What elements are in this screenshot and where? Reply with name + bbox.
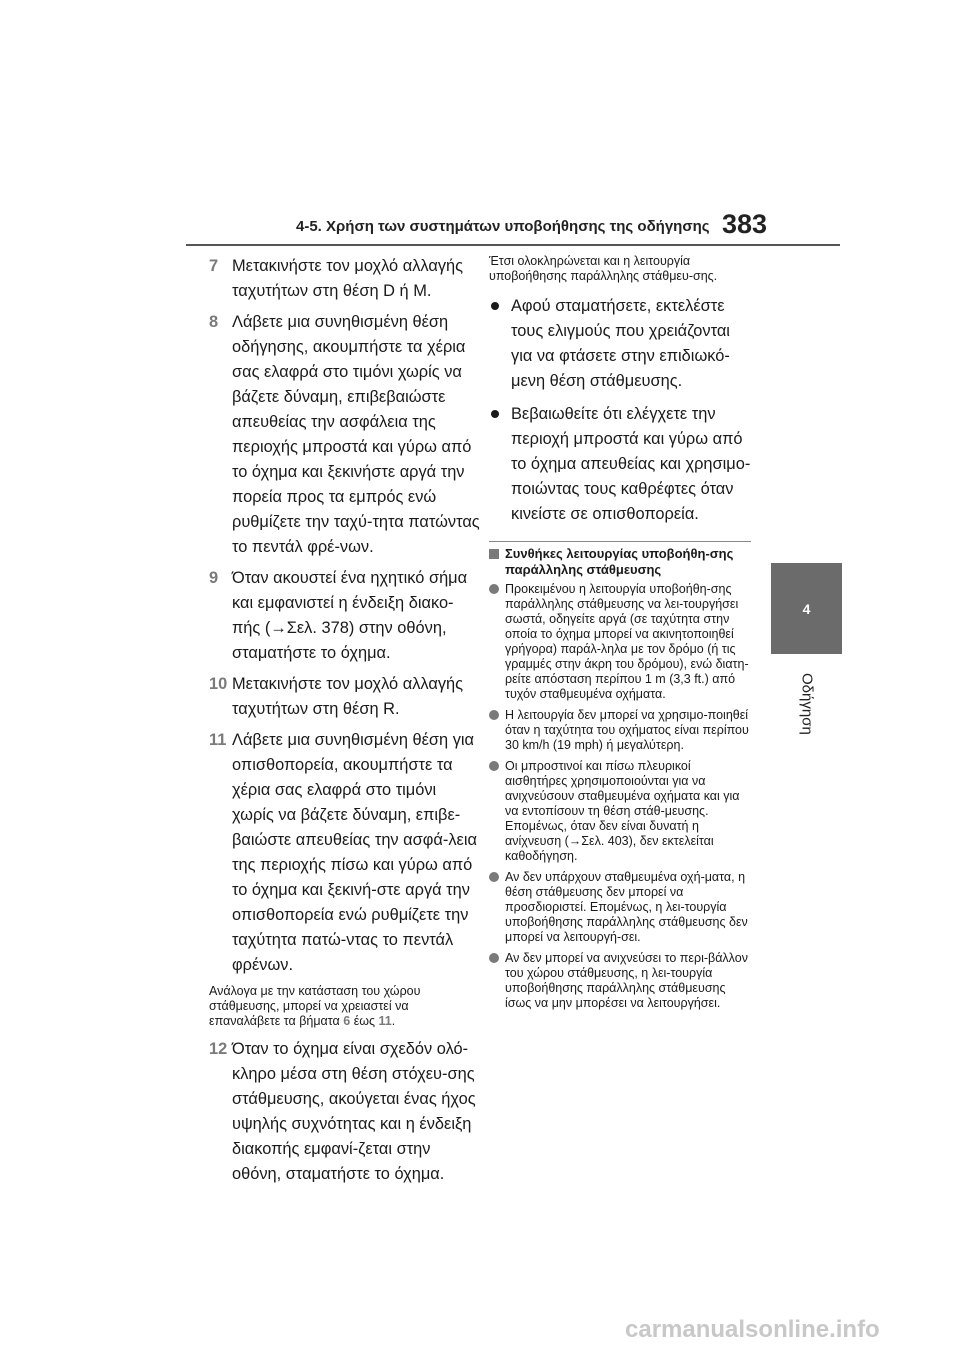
- note-item: [489, 708, 751, 753]
- step-text: Μετακινήστε τον μοχλό αλλαγής ταχυτήτων στη θέση D ή M.: [232, 257, 464, 300]
- note-dot-icon: [489, 710, 499, 720]
- section-title: [489, 546, 751, 578]
- bullet-item: [489, 402, 751, 527]
- repeat-note-from: 6: [343, 1014, 351, 1028]
- bullet-dot-icon: [491, 302, 499, 310]
- right-column: [489, 254, 751, 1017]
- note-dot-icon: [489, 584, 499, 594]
- repeat-note-between: έως: [353, 1014, 376, 1028]
- step-7: [209, 254, 481, 304]
- completion-note: Έτσι ολοκληρώνεται και η λειτουργία υποβοήθησης παράλληλης στάθμευ-σης.: [489, 254, 718, 283]
- step-text: Λάβετε μια συνηθισμένη θέση για οπισθοπορεία, ακουμπήστε τα χέρια σας ελαφρά στο τιμόνι χωρίς να βάζετε δύναμη, επιβε-βαιώστε απευθείας την ασφά-λεια της περιοχής πίσω και γύρω από το όχημα και ξεκινή-στε αργά την οπισθοπορεία ενώ ρυθμίζετε την ταχύτητα πατώ-ντας το πεντάλ φρένων.: [232, 731, 477, 974]
- bullet-text: Βεβαιωθείτε ότι ελέγχετε την περιοχή μπροστά και γύρω από το όχημα απευθείας και χρησιμο-ποιώντας τους καθρέφτες όταν κινείστε σε οπισθοπορεία.: [511, 405, 751, 523]
- repeat-note: [209, 984, 481, 1029]
- chapter-tab: [771, 563, 842, 654]
- chapter-number: 4: [802, 600, 811, 617]
- left-column: [209, 254, 481, 1193]
- header-title: 4-5. Χρήση των συστημάτων υποβοήθησης της οδήγησης: [296, 218, 710, 235]
- step-10: [209, 672, 481, 722]
- note-text: Αν δεν υπάρχουν σταθμευμένα οχή-ματα, η θέση στάθμευσης δεν μπορεί να προσδιοριστεί. Επομένως, η λει-τουργία υποβοήθησης παράλληλης στάθμευσης δεν μπορεί να λειτουργή-σει.: [505, 870, 748, 944]
- step-number: 12: [209, 1040, 228, 1058]
- section-title-text: Συνθήκες λειτουργίας υποβοήθη-σης παράλληλης στάθμευσης: [505, 546, 734, 577]
- note-dot-icon: [489, 953, 499, 963]
- note-text: Οι μπροστινοί και πίσω πλευρικοί αισθητήρες χρησιμοποιούνται για να ανιχνεύσουν σταθμευμένα οχήματα και για να εντοπίσουν τη θέση στάθ-μευσης. Επομένως, όταν δεν είναι δυνατή η ανίχνευση (→Σελ. 403), δεν εκτελείται καθοδήγηση.: [505, 759, 740, 863]
- bullet-item: [489, 294, 751, 394]
- note-item: [489, 582, 751, 702]
- chapter-label: Οδήγηση: [798, 672, 816, 735]
- repeat-note-to: 11: [378, 1014, 392, 1028]
- bullet-text: Αφού σταματήσετε, εκτελέστε τους ελιγμούς που χρειάζονται για να φτάσετε στην επιδιωκό-μενη θέση στάθμευσης.: [511, 297, 730, 390]
- step-9: [209, 566, 481, 666]
- step-text: Όταν ακουστεί ένα ηχητικό σήμα και εμφανιστεί η ένδειξη διακο-πής (→Σελ. 378) στην οθόνη, σταματήστε το όχημα.: [232, 569, 468, 662]
- note-text: Προκειμένου η λειτουργία υποβοήθη-σης παράλληλης στάθμευσης να λει-τουργήσει σωστά, οδηγείτε αργά (σε ταχύτητα στην οποία το όχημα μπορεί να ακινητοποιηθεί γρήγορα) παράλ-ληλα με τον δρόμο (ή τις γραμμές στην άκρη του δρόμου), ενώ διατη-ρείτε απόσταση περίπου 1 m (3,3 ft.) από τυχόν σταθμευμένα οχήματα.: [505, 582, 749, 701]
- step-8: [209, 310, 481, 560]
- note-text: Αν δεν μπορεί να ανιχνεύσει το περι-βάλλον του χώρου στάθμευσης, η λει-τουργία υποβοήθησης παράλληλης στάθμευσης ίσως να μην μπορέσει να λειτουργήσει.: [505, 951, 748, 1010]
- note-item: [489, 951, 751, 1011]
- step-number: 10: [209, 675, 228, 693]
- note-text: Η λειτουργία δεν μπορεί να χρησιμο-ποιηθεί όταν η ταχύτητα του οχήματος είναι περίπου 30 km/h (19 mph) ή μεγαλύτερη.: [505, 708, 749, 752]
- square-marker-icon: [489, 549, 499, 559]
- step-number: 9: [209, 569, 219, 587]
- note-item: [489, 759, 751, 864]
- repeat-note-text: Ανάλογα με την κατάσταση του χώρου στάθμευσης, μπορεί να χρειαστεί να επαναλάβετε τα βήματα: [209, 984, 421, 1028]
- note-dot-icon: [489, 872, 499, 882]
- step-text: Όταν το όχημα είναι σχεδόν ολό-κληρο μέσα στη θέση στόχευ-σης στάθμευσης, ακούγεται ένας ήχος υψηλής συχνότητας και η ένδειξη διακοπής εμφανί-ζεται στην οθόνη, σταματήστε το όχημα.: [232, 1040, 476, 1183]
- header-divider: [186, 244, 840, 246]
- step-11: [209, 728, 481, 978]
- step-12: [209, 1037, 481, 1187]
- step-number: 7: [209, 257, 219, 275]
- watermark: carmanualsonline.info: [625, 1316, 880, 1343]
- note-dot-icon: [489, 761, 499, 771]
- step-number: 11: [209, 731, 227, 749]
- page-number: 383: [722, 209, 768, 239]
- bullet-dot-icon: [491, 410, 499, 418]
- step-text: Λάβετε μια συνηθισμένη θέση οδήγησης, ακουμπήστε τα χέρια σας ελαφρά στο τιμόνι χωρίς να βάζετε δύναμη, επιβεβαιώστε απευθείας την ασφάλεια της περιοχής μπροστά και γύρω από το όχημα και ξεκινήστε αργά την πορεία προς τα εμπρός ενώ ρυθμίζετε την ταχύ-τητα πατώντας το πεντάλ φρέ-νων.: [232, 313, 480, 556]
- section-divider: [489, 541, 751, 542]
- repeat-note-end: .: [391, 1014, 396, 1028]
- step-text: Μετακινήστε τον μοχλό αλλαγής ταχυτήτων στη θέση R.: [232, 675, 464, 718]
- step-number: 8: [209, 313, 219, 331]
- note-item: [489, 870, 751, 945]
